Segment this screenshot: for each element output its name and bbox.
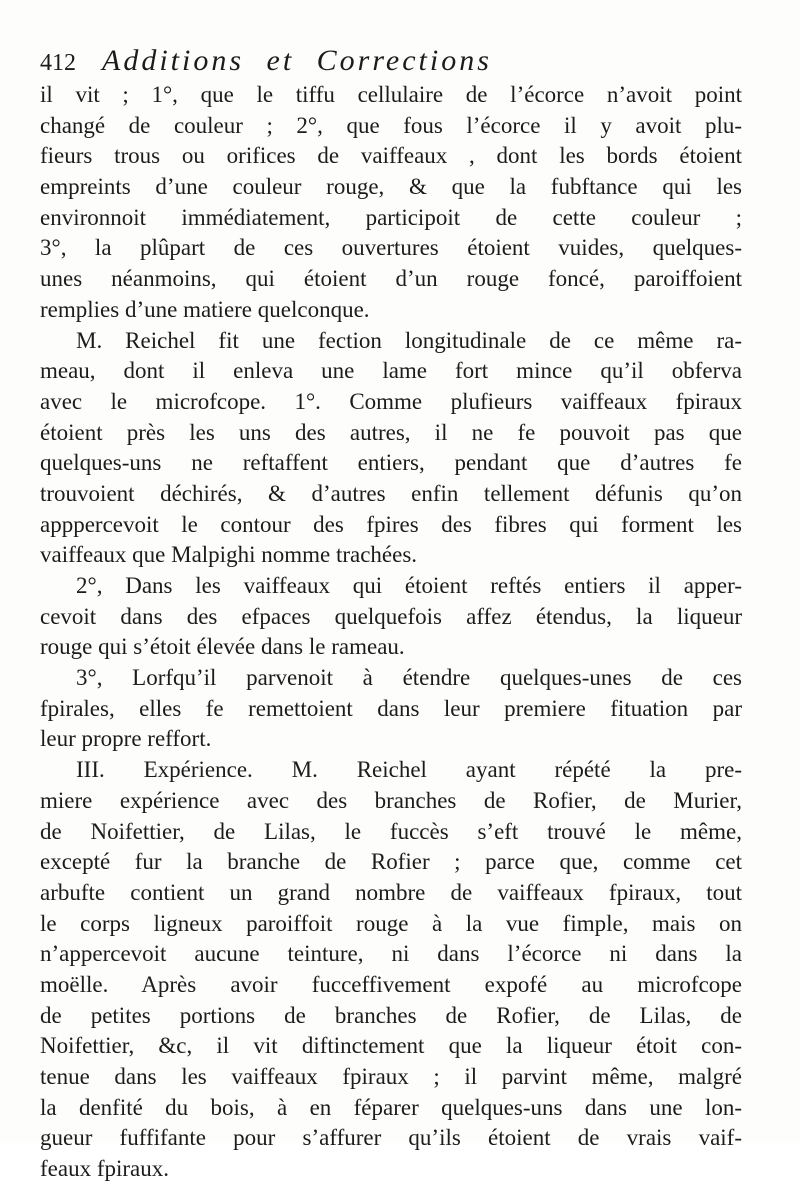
text-line: 3°, la plûpart de ces ouvertures étoient vuides, quelques-	[40, 235, 742, 261]
text-line: remplies d’une matiere quelconque.	[40, 296, 370, 322]
text-line: n’appercevoit aucune teinture, ni dans l’écorce ni dans la	[40, 941, 742, 967]
text-line: avec le microfcope. 1°. Comme plufieurs vaiffeaux fpiraux	[40, 388, 742, 414]
text-line: fieurs trous ou orifices de vaiffeaux , dont les bords étoient	[40, 143, 742, 169]
text-line: miere expérience avec des branches de Rofier, de Murier,	[40, 787, 742, 813]
text-line: le corps ligneux paroiffoit rouge à la vue fimple, mais on	[40, 910, 742, 936]
text-line: Noifettier, &c, il vit diftinctement que la liqueur étoit con-	[40, 1033, 742, 1059]
text-line: gueur fuffifante pour s’affurer qu’ils étoient de vrais vaif-	[40, 1125, 742, 1151]
text-line: fpirales, elles fe remettoient dans leur premiere fituation par	[40, 695, 742, 721]
text-line: de petites portions de branches de Rofier, de Lilas, de	[40, 1002, 742, 1028]
text-line: cevoit dans des efpaces quelquefois affez étendus, la liqueur	[40, 603, 742, 629]
text-line: M. Reichel fit une fection longitudinale de ce même ra-	[76, 327, 742, 353]
text-line: rouge qui s’étoit élevée dans le rameau.	[40, 634, 405, 660]
text-line: arbufte contient un grand nombre de vaiffeaux fpiraux, tout	[40, 879, 742, 905]
text-line: apppercevoit le contour des fpires des fibres qui forment les	[40, 511, 742, 537]
text-line: quelques-uns ne reftaffent entiers, pendant que d’autres fe	[40, 450, 742, 476]
text-line: vaiffeaux que Malpighi nomme trachées.	[40, 542, 418, 568]
text-line: 3°, Lorfqu’il parvenoit à étendre quelques-unes de ces	[76, 665, 742, 691]
page-number: 412	[40, 50, 76, 76]
body-text	[40, 80, 742, 1185]
text-line: trouvoient déchirés, & d’autres enfin tellement défunis qu’on	[40, 480, 742, 506]
text-line: il vit ; 1°, que le tiffu cellulaire de l’écorce n’avoit point	[40, 82, 742, 107]
text-line: environnoit immédiatement, participoit de cette couleur ;	[40, 204, 742, 230]
text-line: 2°, Dans les vaiffeaux qui étoient reftés entiers il apper-	[76, 573, 742, 598]
text-line: leur propre reffort.	[40, 726, 212, 752]
text-line: de Noifettier, de Lilas, le fuccès s’eft trouvé le même,	[40, 818, 742, 844]
text-line: unes néanmoins, qui étoient d’un rouge foncé, paroiffoient	[40, 266, 742, 292]
page-header	[40, 44, 740, 84]
text-line: étoient près les uns des autres, il ne fe pouvoit pas que	[40, 419, 742, 445]
text-line: III. Expérience. M. Reichel ayant répété la pre-	[76, 757, 742, 783]
running-title: Additions et Corrections	[102, 44, 492, 77]
text-line: la denfité du bois, à en féparer quelques-uns dans une lon-	[40, 1094, 742, 1120]
text-line: meau, dont il enleva une lame fort mince qu’il obferva	[40, 358, 742, 384]
text-line: moëlle. Après avoir fucceffivement expofé au microfcope	[40, 971, 742, 997]
text-line: empreints d’une couleur rouge, & que la fubftance qui les	[40, 174, 742, 200]
text-line: excepté fur la branche de Rofier ; parce que, comme cet	[40, 849, 742, 875]
text-line: feaux fpiraux.	[40, 1156, 169, 1182]
text-line: changé de couleur ; 2°, que fous l’écorce il y avoit plu-	[40, 112, 742, 138]
text-line: tenue dans les vaiffeaux fpiraux ; il parvint même, malgré	[40, 1064, 742, 1089]
